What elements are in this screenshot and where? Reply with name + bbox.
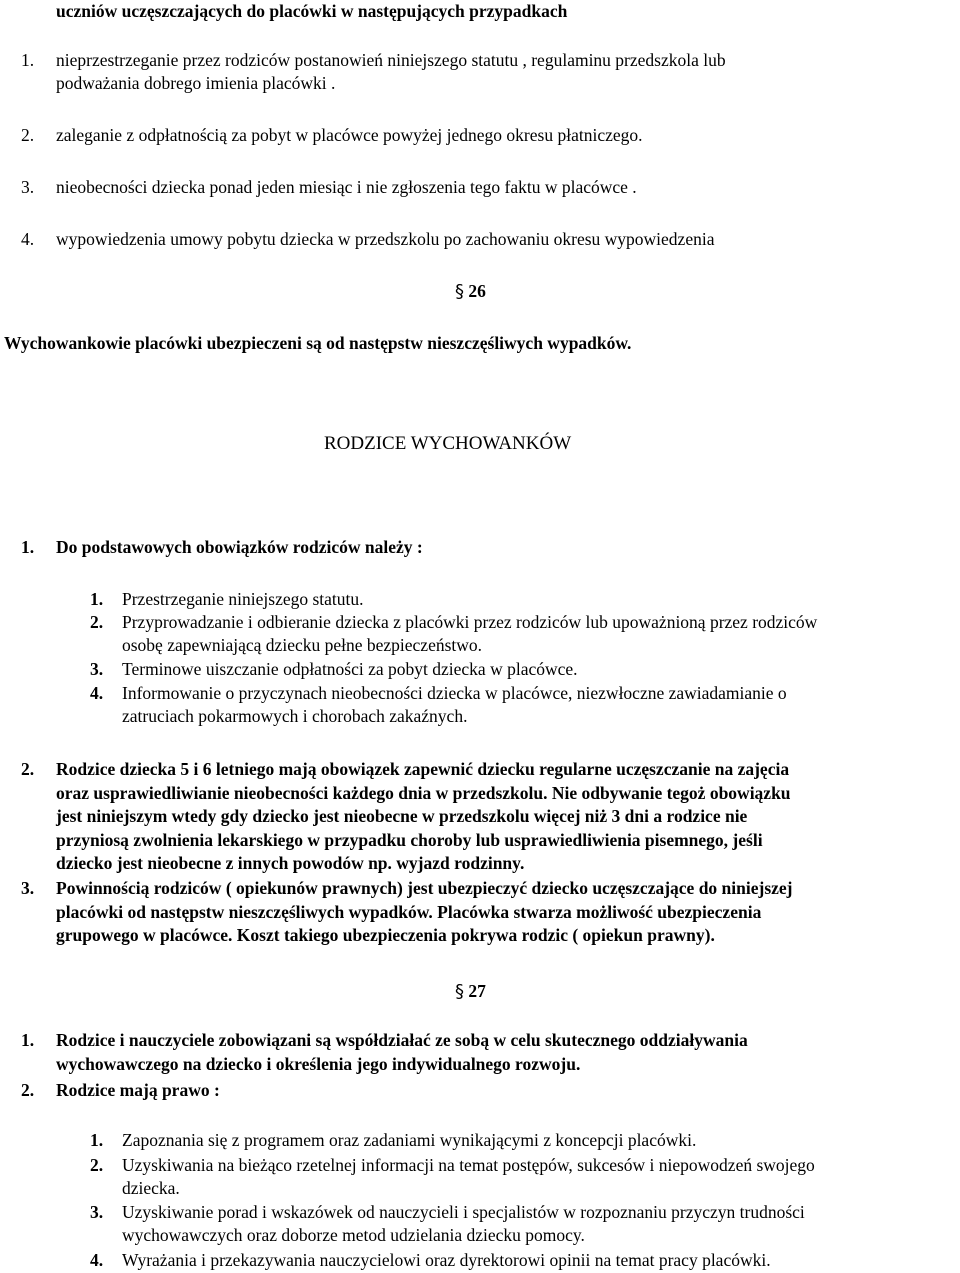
item-text: Uzyskiwania na bieżąco rzetelnej informacji na temat postępów, sukcesów i niepowodzeń swojego bbox=[122, 1155, 815, 1175]
section-heading-27 bbox=[455, 980, 486, 1003]
section-text: Wychowankowie placówki ubezpieczeni są od następstw nieszczęśliwych wypadków. bbox=[4, 333, 632, 353]
item-number: 3. bbox=[21, 878, 35, 898]
item-text: wychowawczego na dziecko i określenia jego indywidualnego rozwoju. bbox=[56, 1053, 581, 1074]
item-text: zatruciach pokarmowych i chorobach zakaźnych. bbox=[122, 706, 468, 726]
item-number: 1. bbox=[90, 589, 104, 609]
item-number: 2. bbox=[90, 1155, 104, 1175]
item-number: 4. bbox=[90, 1250, 104, 1270]
item-number: 4. bbox=[90, 683, 104, 703]
item-number: 2. bbox=[21, 125, 35, 145]
item-number: 3. bbox=[90, 1202, 104, 1222]
item-text: Rodzice mają prawo : bbox=[56, 1080, 220, 1100]
item-text: dziecko jest nieobecne z innych powodów np. wyjazd rodzinny. bbox=[56, 853, 525, 873]
paragraph-sign: § bbox=[455, 981, 464, 1002]
item-text: podważania dobrego imienia placówki . bbox=[56, 73, 336, 93]
item-number: 3. bbox=[21, 177, 35, 197]
item-text: przyniosą zwolnienia lekarskiego w przypadku choroby lub usprawiedliwienia pisemnego, jeśli bbox=[56, 829, 763, 850]
item-text: nieprzestrzeganie przez rodziców postanowień niniejszego statutu , regulaminu przedszkola lub bbox=[56, 50, 726, 70]
item-number: 1. bbox=[21, 50, 35, 70]
item-text: Rodzice i nauczyciele zobowiązani są współdziałać ze sobą w celu skutecznego oddziaływania bbox=[56, 1030, 748, 1050]
section-number: 26 bbox=[468, 281, 486, 301]
item-text: placówki od następstw nieszczęśliwych wypadków. Placówka stwarza możliwość ubezpieczenia bbox=[56, 901, 762, 922]
item-text: osobę zapewniającą dziecku pełne bezpieczeństwo. bbox=[122, 635, 483, 655]
item-number: 4. bbox=[21, 229, 35, 249]
item-text: Wyrażania i przekazywania nauczycielowi oraz dyrektorowi opinii na temat pracy placówki. bbox=[122, 1250, 771, 1270]
item-text: oraz usprawiedliwianie nieobecności każdego dnia w przedszkolu. Nie odbywanie tegoż obowiązku bbox=[56, 782, 791, 803]
item-text: Przestrzeganie niniejszego statutu. bbox=[122, 589, 364, 609]
item-text: Zapoznania się z programem oraz zadaniami wynikającymi z koncepcji placówki. bbox=[122, 1130, 697, 1150]
item-text: Do podstawowych obowiązków rodziców należy : bbox=[56, 537, 423, 557]
paragraph-sign: § bbox=[455, 281, 464, 302]
item-number: 2. bbox=[21, 1080, 35, 1100]
item-number: 1. bbox=[21, 1030, 35, 1050]
section-heading-26 bbox=[455, 280, 486, 303]
item-text: Terminowe uiszczanie odpłatności za pobyt dziecka w placówce. bbox=[122, 659, 578, 679]
item-text: wychowawczych oraz doborze metod udzielania dziecku pomocy. bbox=[122, 1225, 585, 1245]
item-number: 1. bbox=[21, 537, 35, 557]
item-text: Powinnością rodziców ( opiekunów prawnych) jest ubezpieczyć dziecko uczęszczające do niniejszej bbox=[56, 878, 793, 898]
item-text: Informowanie o przyczynach nieobecności dziecka w placówce, niezwłoczne zawiadamianie o bbox=[122, 683, 787, 703]
item-text: Rodzice dziecka 5 i 6 letniego mają obowiązek zapewnić dziecku regularne uczęszczanie na zajęcia bbox=[56, 759, 790, 779]
item-number: 2. bbox=[90, 612, 104, 632]
item-text: dziecka. bbox=[122, 1178, 180, 1198]
item-text: jest niniejszym wtedy gdy dziecko jest nieobecne w przedszkolu więcej niż 3 dni a rodzice nie bbox=[56, 806, 748, 826]
item-number: 3. bbox=[90, 659, 104, 679]
item-text: grupowego w placówce. Koszt takiego ubezpieczenia pokrywa rodzic ( opiekun prawny). bbox=[56, 925, 715, 945]
item-text: nieobecności dziecka ponad jeden miesiąc i nie zgłoszenia tego faktu w placówce . bbox=[56, 177, 637, 197]
intro-line: uczniów uczęszczających do placówki w następujących przypadkach bbox=[56, 1, 568, 21]
chapter-heading: RODZICE WYCHOWANKÓW bbox=[324, 433, 572, 454]
item-text: Przyprowadzanie i odbieranie dziecka z placówki przez rodziców lub upoważnioną przez rodziców bbox=[122, 612, 818, 632]
item-number: 2. bbox=[21, 759, 35, 779]
item-text: Uzyskiwanie porad i wskazówek od nauczycieli i specjalistów w rozpoznaniu przyczyn trudności bbox=[122, 1202, 805, 1222]
item-number: 1. bbox=[90, 1130, 104, 1150]
item-text: wypowiedzenia umowy pobytu dziecka w przedszkolu po zachowaniu okresu wypowiedzenia bbox=[56, 229, 715, 249]
section-number: 27 bbox=[468, 981, 486, 1001]
item-text: zaleganie z odpłatnością za pobyt w placówce powyżej jednego okresu płatniczego. bbox=[56, 125, 643, 145]
